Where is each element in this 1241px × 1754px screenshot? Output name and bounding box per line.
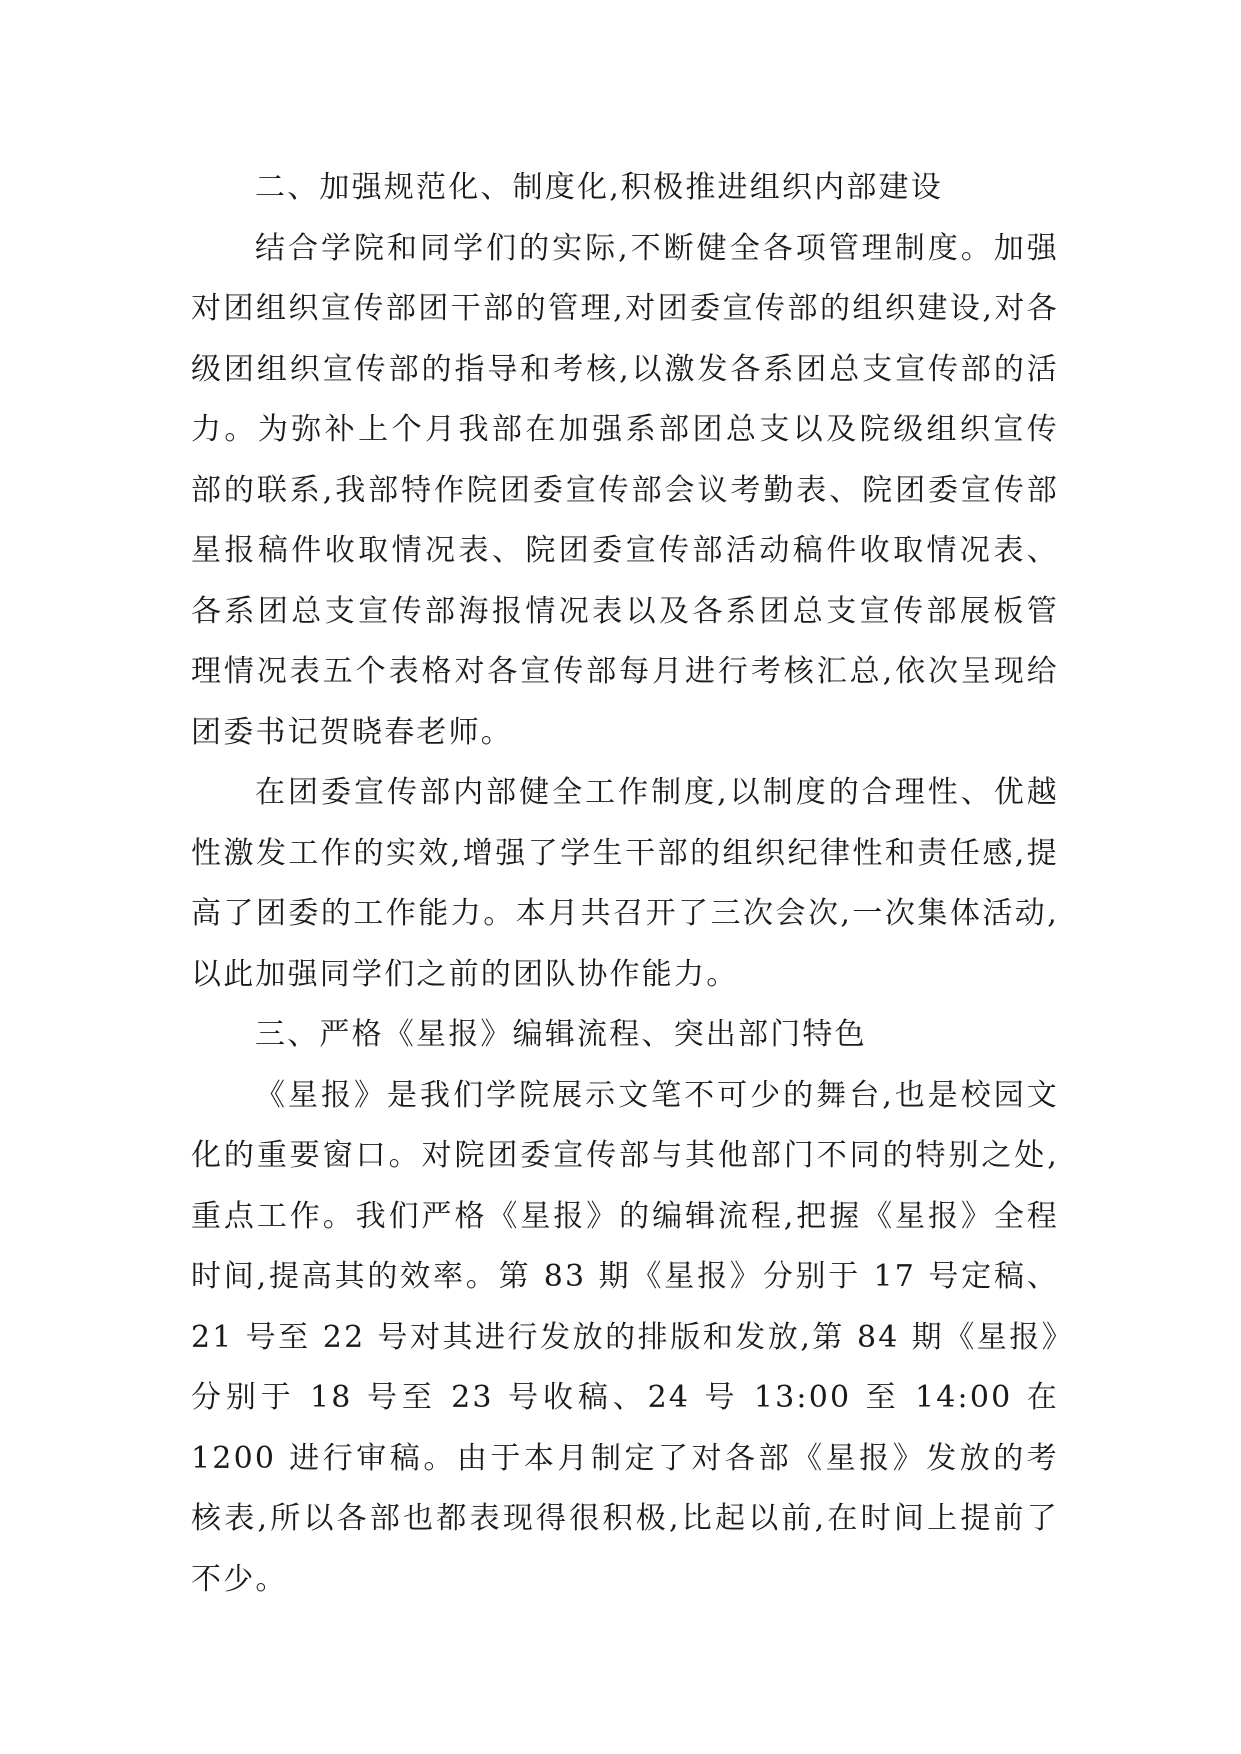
paragraph-work-system: 在团委宣传部内部健全工作制度,以制度的合理性、优越性激发工作的实效,增强了学生干部的组织纪律性和责任感,提高了团委的工作能力。本月共召开了三次会次,一次集体活动,以此加强同学们之前的团队协作能力。: [191, 775, 1059, 992]
section-heading-2: 二、加强规范化、制度化,积极推进组织内部建设: [255, 170, 943, 205]
paragraph-management-system: 结合学院和同学们的实际,不断健全各项管理制度。加强对团组织宣传部团干部的管理,对团委宣传部的组织建设,对各级团组织宣传部的指导和考核,以激发各系团总支宣传部的活力。为弥补上个月我部在加强系部团总支以及院级组织宣传部的联系,我部特作院团委宣传部会议考勤表、院团委宣传部星报稿件收取情况表、院团委宣传部活动稿件收取情况表、各系团总支宣传部海报情况表以及各系团总支宣传部展板管理情况表五个表格对各宣传部每月进行考核汇总,依次呈现给团委书记贺晓春老师。: [191, 230, 1059, 750]
paragraph-star-newspaper: 《星报》是我们学院展示文笔不可少的舞台,也是校园文化的重要窗口。对院团委宣传部与其他部门不同的特别之处,重点工作。我们严格《星报》的编辑流程,把握《星报》全程时间,提高其的效率。第 83 期《星报》分别于 17 号定稿、21 号至 22 号对其进行发放的排版和发放,第 84 期《星报》分别于 18 号至 23 号收稿、24 号 13:00 至 14:00 在 1200 进行审稿。由于本月制定了对各部《星报》发放的考核表,所以各部也都表现得很积极,比起以前,在时间上提前了不少。: [191, 1077, 1059, 1597]
section-heading-3: 三、严格《星报》编辑流程、突出部门特色: [255, 1017, 867, 1052]
document-body: [191, 158, 1059, 1610]
